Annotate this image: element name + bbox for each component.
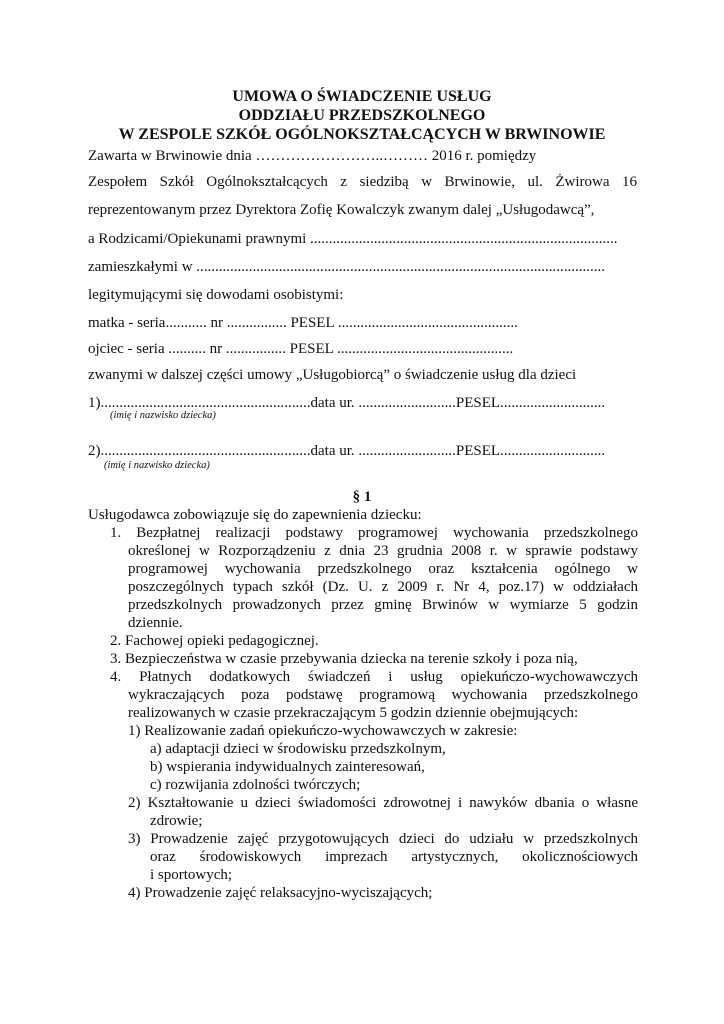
- item-3-line: 3. Bezpieczeństwa w czasie przebywania dziecka na terenie szkoły i poza nią,: [110, 651, 578, 667]
- school-line-2: reprezentowanym przez Dyrektora Zofię Kowalczyk zwanym dalej „Usługodawcą”,: [88, 202, 595, 218]
- item-1-line-2: określonej w Rozporządzeniu z dnia 23 grudnia 2008 r. w sprawie podstawy: [128, 543, 638, 559]
- subitem-1a-line: a) adaptacji dzieci w środowisku przedszkolnym,: [150, 741, 446, 757]
- section-1-heading: § 1: [352, 489, 372, 505]
- item-2-line: 2. Fachowej opieki pedagogicznej.: [110, 633, 319, 649]
- document-title-line-2: ODDZIAŁU PRZEDSZKOLNEGO: [238, 107, 486, 124]
- subitem-1-line: 1) Realizowanie zadań opiekuńczo-wychowawczych w zakresie:: [128, 723, 518, 739]
- item-4-line-1: 4. Płatnych dodatkowych świadczeń i usług opiekuńczo-wychowawczych: [110, 669, 638, 685]
- item-1-line-4: poszczególnych typach szkół (Dz. U. z 2009 r. Nr 4, poz.17) w oddziałach: [128, 579, 638, 595]
- document-title-line-1: UMOWA O ŚWIADCZENIE USŁUG: [232, 88, 492, 105]
- item-4-line-3: realizowanych w czasie przekraczającym 5 godzin dziennie obejmujących:: [128, 705, 579, 721]
- mother-line: matka - seria........... nr ................ PESEL ................................................: [88, 315, 518, 331]
- document-title-line-3: W ZESPOLE SZKÓŁ OGÓLNOKSZTAŁCĄCYCH W BRWINOWIE: [118, 126, 606, 143]
- school-line-1: Zespołem Szkół Ogólnokształcących z siedzibą w Brwinowie, ul. Żwirowa 16: [88, 174, 637, 190]
- subitem-1b-line: b) wspierania indywidualnych zainteresowań,: [150, 759, 425, 775]
- subitem-2-line-2: zdrowie;: [150, 813, 203, 829]
- child-2-line: 2)........................................................data ur. ..........................PESEL............................: [88, 443, 606, 459]
- father-line: ojciec - seria .......... nr ................ PESEL ...............................................: [88, 341, 514, 357]
- item-1-line-6: dziennie.: [128, 615, 183, 631]
- child-1-line: 1)........................................................data ur. ..........................PESEL............................: [88, 395, 606, 411]
- item-4-line-2: wykraczających poza podstawę programową wychowania przedszkolnego: [128, 687, 638, 703]
- section-1-lead: Usługodawca zobowiązuje się do zapewnienia dziecku:: [88, 507, 422, 523]
- subitem-1c-line: c) rozwijania zdolności twórczych;: [150, 777, 361, 793]
- child-2-caption: (imię i nazwisko dziecka): [104, 460, 210, 471]
- concluded-line: Zawarta w Brwinowie dnia ……………………..……… 2016 r. pomiędzy: [88, 148, 537, 164]
- residing-line: zamieszkałymi w .............................................................................................................: [88, 259, 606, 275]
- parents-line: a Rodzicami/Opiekunami prawnymi ..................................................................................: [88, 231, 618, 247]
- recipients-line: zwanymi w dalszej części umowy „Usługobiorcą” o świadczenie usług dla dzieci: [88, 367, 577, 383]
- item-1-line-3: programowej wychowania przedszkolnego oraz kształcenia ogólnego w: [128, 561, 638, 577]
- item-1-line-1: 1. Bezpłatnej realizacji podstawy programowej wychowania przedszkolnego: [110, 525, 638, 541]
- id-documents-line: legitymującymi się dowodami osobistymi:: [88, 287, 344, 303]
- subitem-3-line-1: 3) Prowadzenie zajęć przygotowujących dzieci do udziału w przedszkolnych: [128, 831, 638, 847]
- subitem-2-line-1: 2) Kształtowanie u dzieci świadomości zdrowotnej i nawyków dbania o własne: [128, 795, 638, 811]
- item-1-line-5: przedszkolnych prowadzonych przez gminę Brwinów w wymiarze 5 godzin: [128, 597, 638, 613]
- subitem-3-line-2: oraz środowiskowych imprezach artystycznych, okolicznościowych: [150, 849, 638, 865]
- subitem-3-line-3: i sportowych;: [150, 867, 233, 883]
- subitem-4-line: 4) Prowadzenie zajęć relaksacyjno-wyciszających;: [128, 885, 433, 901]
- child-1-caption: (imię i nazwisko dziecka): [110, 410, 216, 421]
